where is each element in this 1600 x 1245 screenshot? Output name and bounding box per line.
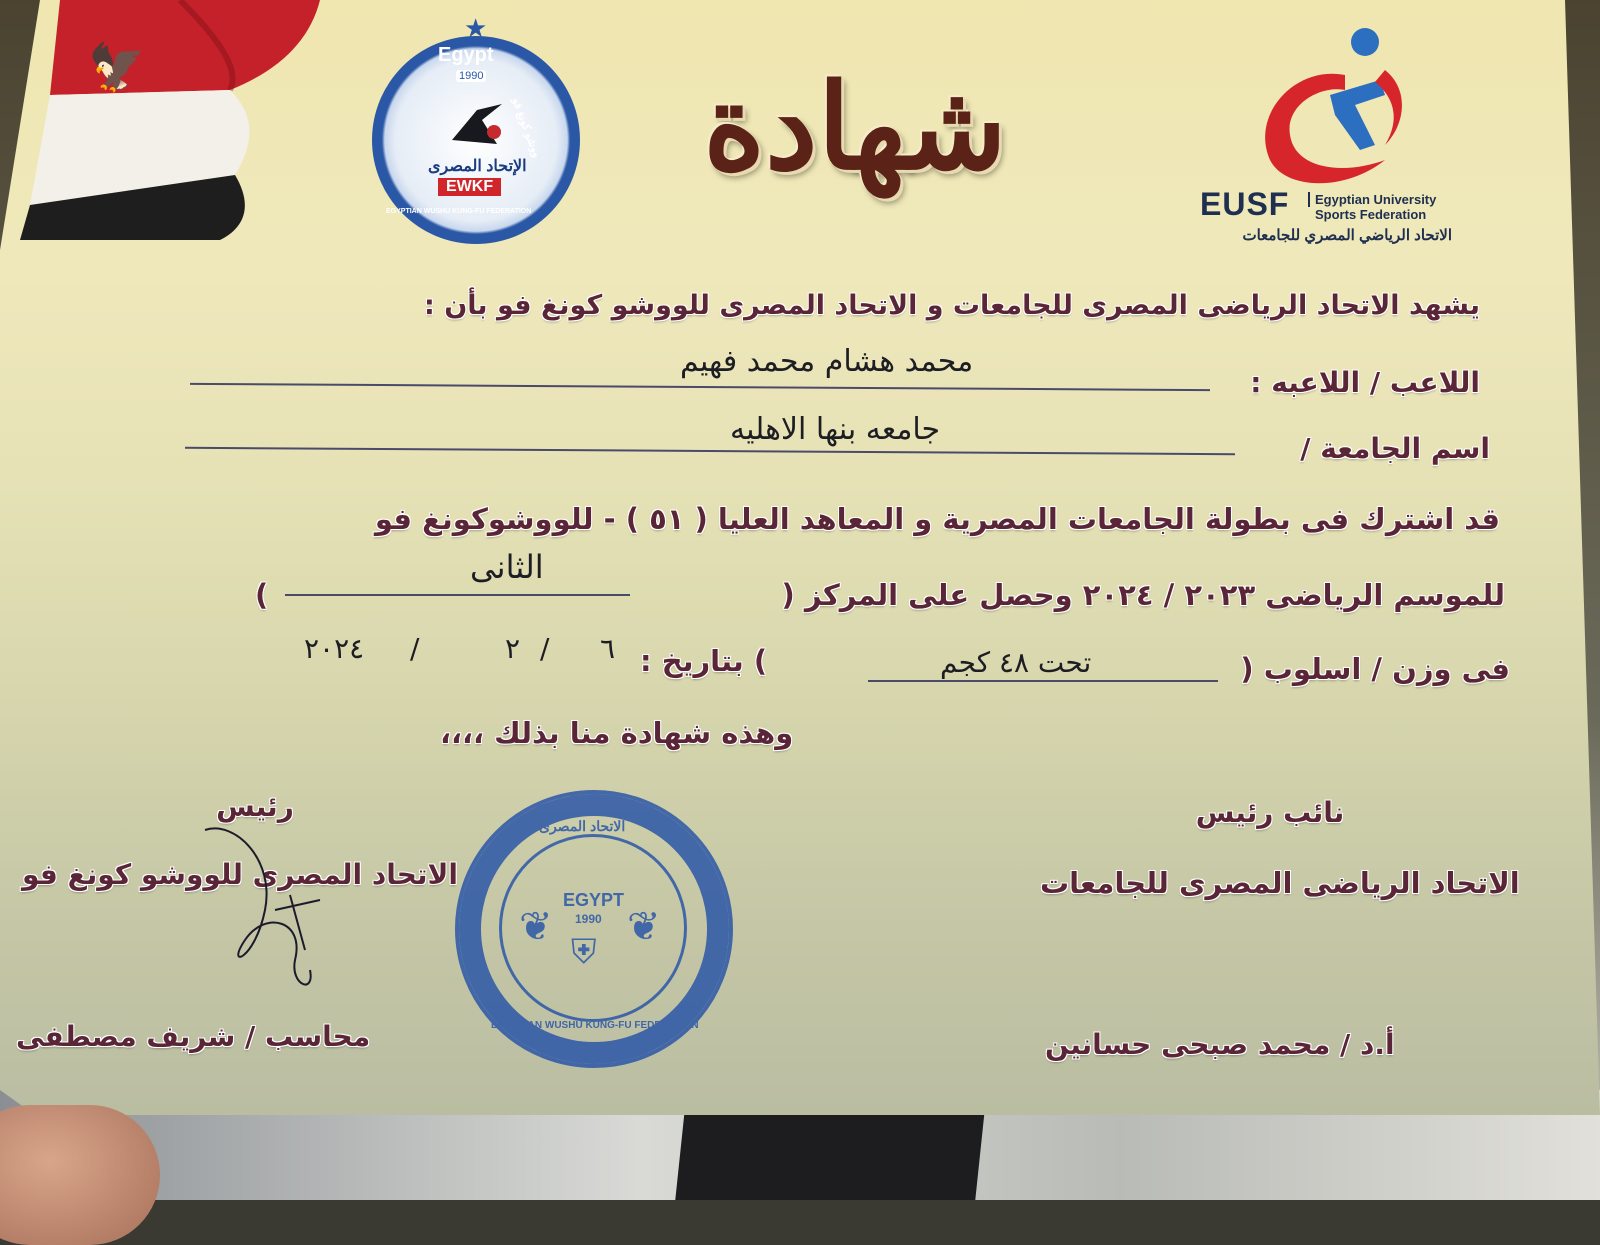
player-name: محمد هشام محمد فهيم <box>680 344 974 379</box>
ewkf-arabic-name: الإتحاد المصرى <box>428 158 527 175</box>
official-stamp <box>455 790 733 1068</box>
stamp-text-bottom: EGYPTIAN WUSHU KUNG-FU FEDERATION <box>491 1020 699 1031</box>
right-signatory-name: أ.د / محمد صبحى حسانين <box>1045 1028 1395 1061</box>
ewkf-english-name: EGYPTIAN WUSHU KUNG-FU FEDERATION <box>386 208 532 215</box>
intro-line: يشهد الاتحاد الرياضى المصرى للجامعات و الاتحاد المصرى للووشو كونغ فو بأن : <box>424 290 1480 321</box>
date-field <box>290 632 630 676</box>
ewkf-abbr: EWKF <box>438 178 501 196</box>
dark-object <box>675 1110 984 1200</box>
egypt-flag <box>20 0 350 240</box>
ewkf-country: Egypt <box>438 44 494 66</box>
stamp-year: 1990 <box>575 912 602 926</box>
left-signatory-name: محاسب / شريف مصطفى <box>16 1020 371 1053</box>
date-sep-2: / <box>410 632 420 665</box>
date-year: ٢٠٢٤ <box>304 632 365 665</box>
date-sep-1: / <box>540 632 550 665</box>
stamp-text-top: الاتحاد المصرى <box>539 818 626 834</box>
eusf-english-line1: Egyptian University <box>1308 192 1436 207</box>
place-underline <box>285 594 630 596</box>
certificate-title: شهادة <box>703 57 1007 196</box>
weight-underline <box>868 680 1218 682</box>
weight-value: تحت ٤٨ كجم <box>940 646 1092 679</box>
thumb <box>0 1105 160 1245</box>
ewkf-arabic-sport: ووشو كونغ فو <box>509 96 543 160</box>
season-line-end: ) <box>255 578 269 612</box>
place-value: الثانى <box>470 548 544 586</box>
wing-right-icon: ❦ <box>627 904 661 950</box>
closing-line: وهذه شهادة منا بذلك ،،،، <box>440 716 794 750</box>
right-signatory-org: الاتحاد الرياضى المصرى للجامعات <box>1040 866 1520 900</box>
eusf-english-line2: Sports Federation <box>1315 207 1427 222</box>
date-month: ٢ <box>505 632 521 665</box>
fighter-icon <box>442 100 512 152</box>
stamp-center: EGYPT <box>563 890 625 910</box>
ewkf-logo <box>372 14 580 244</box>
season-line-start: للموسم الرياضى ٢٠٢٣ / ٢٠٢٤ وحصل على المركز ( <box>781 578 1505 612</box>
university-name: جامعه بنها الاهليه <box>730 412 941 447</box>
championship-line: قد اشترك فى بطولة الجامعات المصرية و المعاهد العليا ( ٥١ ) - للووشوكونغ فو <box>374 502 1500 536</box>
star-icon: ★ <box>464 14 488 44</box>
left-signatory-org: الاتحاد المصرى للووشو كونغ فو <box>22 858 458 891</box>
weight-label: فى وزن / اسلوب ( <box>1240 652 1510 686</box>
date-day: ٦ <box>600 632 616 665</box>
eusf-abbr: EUSF <box>1200 186 1290 222</box>
handwritten-signature <box>195 820 355 1000</box>
wing-left-icon: ❦ <box>519 904 553 950</box>
university-label: اسم الجامعة / <box>1300 432 1490 465</box>
ewkf-year: 1990 <box>456 70 486 82</box>
eagle-icon: 🦅 <box>88 40 146 94</box>
right-signatory-title: نائب رئيس <box>1195 796 1345 829</box>
left-signatory-title: رئيس <box>216 790 294 823</box>
eusf-arabic-name: الاتحاد الرياضي المصري للجامعات <box>1242 227 1452 244</box>
eusf-logo <box>1190 20 1480 260</box>
runner-icon <box>1235 20 1425 190</box>
date-label: ) بتاريخ : <box>640 644 768 678</box>
player-label: اللاعب / اللاعبه : <box>1250 366 1480 399</box>
shield-icon: ⛨ <box>571 932 597 972</box>
